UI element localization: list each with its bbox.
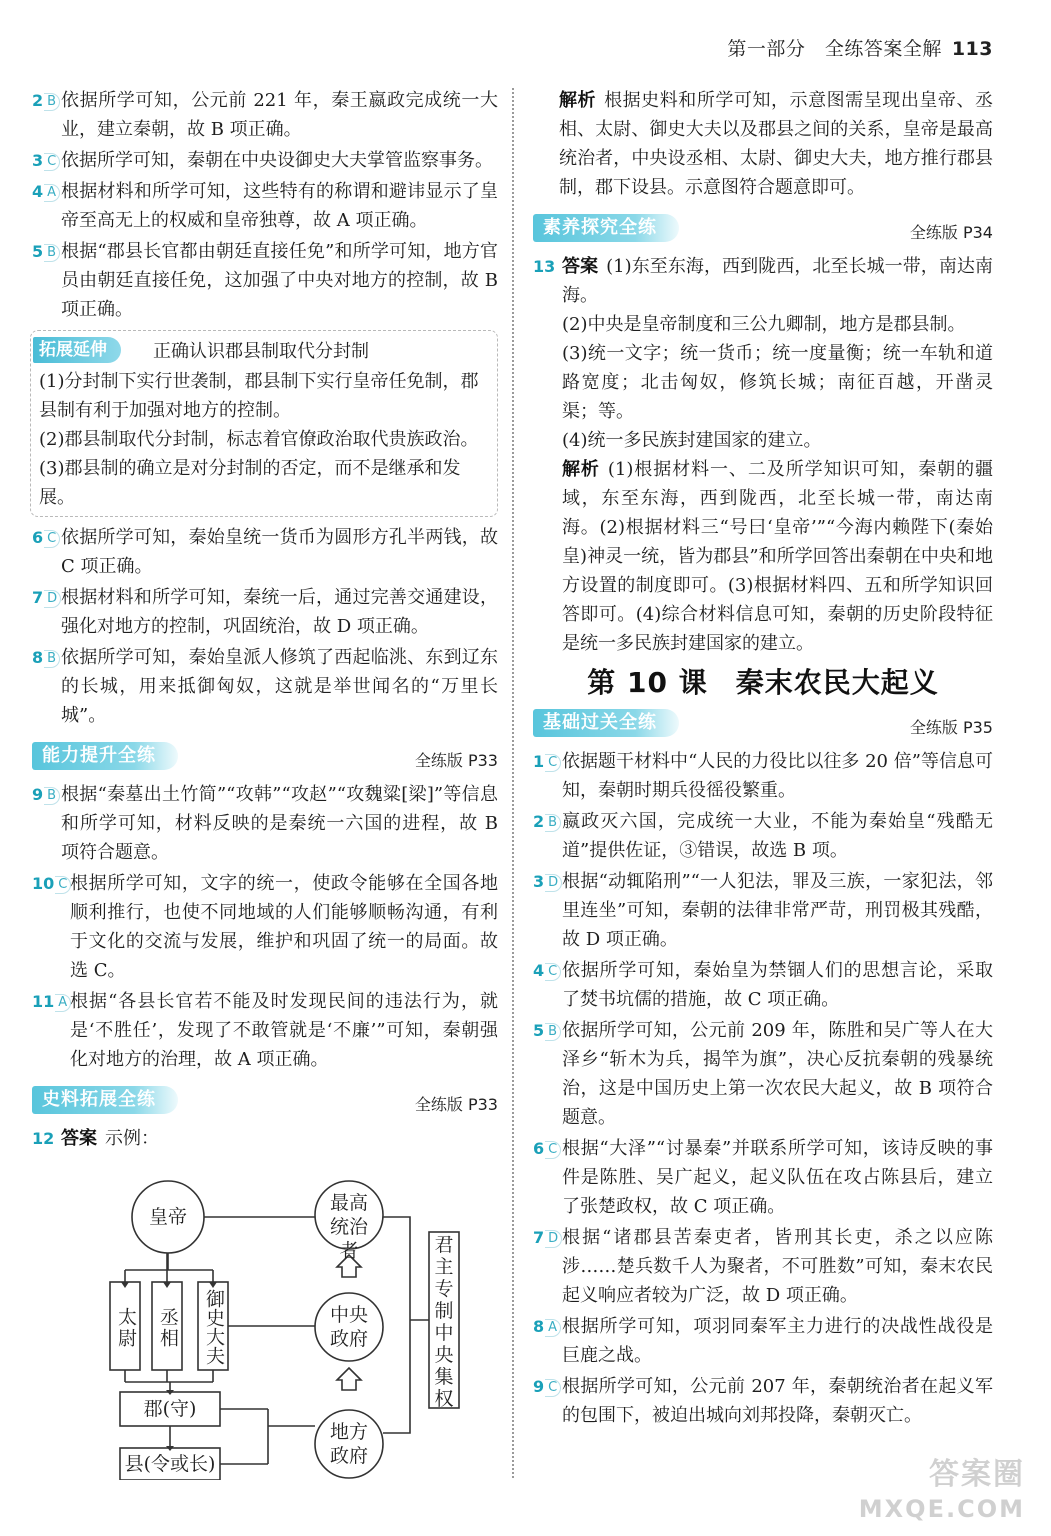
extension-title: 正确认识郡县制取代分封制 xyxy=(153,341,369,362)
answer-text: 根据“各县长官若不能及时发现民间的违法行为，就是‘不胜任’，发现了不敢管就是‘不廉’”可知，秦朝强化对地方的治理，故 A 项正确。 xyxy=(70,991,498,1070)
answer-choice-badge: B xyxy=(545,1023,561,1041)
diagram-taiwei: 太尉 xyxy=(115,1307,137,1349)
question-number xyxy=(32,643,60,672)
answer-text: 依据题干材料中“人民的力役比以往多 20 倍”等信息可知，秦朝时期兵役徭役繁重。 xyxy=(562,751,993,801)
watermark-logo: 答案圈 xyxy=(929,1457,1025,1492)
answer-text: 依据所学可知，秦始皇派人修筑了西起临洮、东到辽东的长城，用来抵御匈奴，这就是举世闻名的“万里长城”。 xyxy=(61,647,498,726)
watermark-url: MXQE.COM xyxy=(858,1495,1025,1523)
answer-choice-badge: D xyxy=(545,1230,562,1248)
watermark xyxy=(859,1458,1025,1526)
analysis-text: (1)根据材料一、二及所学知识可知，秦朝的疆域，东至东海，西到陇西，北至长城一带，南达南海。(2)根据材料三“号曰‘皇帝’”“今海内赖陛下(秦始皇)神灵一统，皆为郡县”和所学回答出秦朝在中央和地方设置的制度即可。(3)根据材料四、五和所学知识回答即可。(4)综合材料信息可知，秦朝的历史阶段特征是统一多民族封建国家的建立。 xyxy=(562,459,993,654)
answer-list xyxy=(32,86,498,324)
question-number xyxy=(32,869,71,898)
answer-item xyxy=(32,523,498,581)
answer-item xyxy=(533,747,993,805)
question-index: 1 xyxy=(533,752,545,771)
answer-choice-badge: C xyxy=(545,1141,561,1159)
answer-item xyxy=(32,583,498,641)
question-number xyxy=(533,956,561,985)
question-index: 4 xyxy=(533,961,545,980)
question-number xyxy=(32,987,71,1016)
diagram-chengxiang: 丞相 xyxy=(157,1307,179,1349)
answer-item xyxy=(32,146,498,175)
lesson-name: 秦末农民大起义 xyxy=(735,666,939,699)
question-index: 8 xyxy=(533,1317,545,1336)
extension-tag: 拓展延伸 xyxy=(33,337,121,363)
answer-text: 根据“诸郡县苦秦吏者，皆刑其长吏，杀之以应陈涉……楚兵数千人为聚者，不可胜数”可知，秦末农民起义响应者较为广泛，故 D 项正确。 xyxy=(562,1227,993,1306)
question-index: 6 xyxy=(32,528,44,547)
right-column xyxy=(533,86,993,1432)
diagram-centralized-monarchy: 君主专制中央集权 xyxy=(434,1234,454,1410)
analysis-label: 解析 xyxy=(562,459,600,480)
answer-choice-badge: C xyxy=(44,153,60,171)
extension-line: (2)郡县制取代分封制，标志着官僚政治取代贵族政治。 xyxy=(39,429,479,450)
answer-line: (4)统一多民族封建国家的建立。 xyxy=(562,430,822,451)
answer-item xyxy=(32,86,498,144)
section-ref: 全练版 P35 xyxy=(909,718,993,737)
section-badge: 基础过关全练 xyxy=(533,709,679,737)
question-number xyxy=(32,780,60,809)
section-badge: 史料拓展全练 xyxy=(32,1086,178,1114)
answer-item xyxy=(533,956,993,1014)
answer-item xyxy=(32,987,498,1074)
diagram-emperor: 皇帝 xyxy=(148,1206,187,1228)
answer-item xyxy=(533,1372,993,1430)
answer-choice-badge: D xyxy=(545,874,562,892)
answer-choice-badge: C xyxy=(545,1379,561,1397)
answer-choice-badge: B xyxy=(44,244,60,262)
answer-text: 根据所学可知，公元前 207 年，秦朝统治者在起义军的包围下，被迫出城向刘邦投降，秦朝灭亡。 xyxy=(562,1376,993,1426)
answer-item xyxy=(32,780,498,867)
answer-list xyxy=(32,523,498,730)
question-number xyxy=(533,1223,562,1252)
answer-choice-badge: B xyxy=(44,787,60,805)
header-title: 第一部分 全练答案全解 xyxy=(727,38,942,60)
answer-item xyxy=(533,807,993,865)
answer-text: 根据“秦墓出土竹简”“攻韩”“攻赵”“攻魏粱[梁]”等信息和所学可知，材料反映的是秦统一六国的进程，故 B 项符合题意。 xyxy=(61,784,498,863)
answer-text: 根据材料和所学可知，这些特有的称谓和避讳显示了皇帝至高无上的权威和皇帝独尊，故 A 项正确。 xyxy=(61,181,498,231)
answer-choice-badge: A xyxy=(44,184,60,202)
question-13 xyxy=(533,252,993,658)
answer-text: 依据所学可知，秦始皇统一货币为圆形方孔半两钱，故 C 项正确。 xyxy=(61,527,498,577)
answer-text: 根据“动辄陷刑”“一人犯法，罪及三族，一家犯法，邻里连坐”可知，秦朝的法律非常严苛，刑罚极其残酷，故 D 项正确。 xyxy=(562,871,993,950)
answer-item xyxy=(533,1016,993,1132)
question-index: 2 xyxy=(533,812,545,831)
page-header xyxy=(727,34,993,61)
section-ref: 全练版 P33 xyxy=(414,1095,498,1114)
answer-text: 依据所学可知，公元前 221 年，秦王嬴政完成统一大业，建立秦朝，故 B 项正确。 xyxy=(61,90,498,140)
question-index: 4 xyxy=(32,182,44,201)
question-number xyxy=(32,237,60,266)
diagram-local-government: 地方政府 xyxy=(329,1421,368,1467)
question-index: 11 xyxy=(32,992,55,1011)
diagram-yushi: 御史大夫 xyxy=(203,1289,225,1365)
answer-text: 根据材料和所学可知，秦统一后，通过完善交通建设，强化对地方的控制，巩固统治，故 D 项正确。 xyxy=(61,587,498,637)
lesson-number: 第 10 课 xyxy=(587,666,708,699)
diagram-supreme-ruler: 最高统治者 xyxy=(329,1192,368,1262)
section-sources xyxy=(32,1084,498,1118)
question-number xyxy=(533,867,562,896)
answer-item xyxy=(533,1312,993,1370)
answer-item xyxy=(533,1223,993,1310)
answer-label: 答案 xyxy=(562,256,599,277)
question-index: 7 xyxy=(533,1228,545,1247)
answer-line: (2)中央是皇帝制度和三公九卿制，地方是郡县制。 xyxy=(562,314,966,335)
question-index: 10 xyxy=(32,874,55,893)
diagram-central-government: 中央政府 xyxy=(329,1304,368,1350)
question-number xyxy=(533,1312,561,1341)
section-basic xyxy=(533,707,993,741)
section-badge: 素养探究全练 xyxy=(533,214,679,242)
answer-choice-badge: C xyxy=(545,963,561,981)
answer-choice-badge: A xyxy=(55,994,71,1012)
answer-item xyxy=(533,1134,993,1221)
page-number: 113 xyxy=(951,38,993,60)
question-number xyxy=(533,1134,561,1163)
question-number xyxy=(32,146,60,175)
section-ability xyxy=(32,740,498,774)
extension-line: (3)郡县制的确立是对分封制的否定，而不是继承和发展。 xyxy=(39,458,461,508)
question-index: 9 xyxy=(32,785,44,804)
diagram-xian: 县(令或长) xyxy=(124,1453,216,1475)
qin-government-diagram xyxy=(32,1180,502,1480)
question-index: 5 xyxy=(32,242,44,261)
question-number xyxy=(32,177,60,206)
answer-choice-badge: A xyxy=(545,1319,561,1337)
analysis-text: 根据史料和所学可知，示意图需呈现出皇帝、丞相、太尉、御史大夫以及郡县之间的关系，皇帝是最高统治者，中央设丞相、太尉、御史大夫，地方推行郡县制，郡下设县。示意图符合题意即可。 xyxy=(559,90,994,198)
answer-item xyxy=(533,867,993,954)
answer-item xyxy=(32,177,498,235)
question-number: 13 xyxy=(533,257,556,276)
extension-line: (1)分封制下实行世袭制，郡县制下实行皇帝任免制，郡县制有利于加强对地方的控制。 xyxy=(39,371,479,421)
question-number xyxy=(32,523,60,552)
answer-choice-badge: C xyxy=(545,754,561,772)
answer-text: 根据所学可知，项羽同秦军主力进行的决战性战役是巨鹿之战。 xyxy=(562,1316,993,1366)
column-divider xyxy=(512,88,514,1478)
question-index: 7 xyxy=(32,588,44,607)
answer-text: 根据“大泽”“讨暴秦”并联系所学可知，该诗反映的事件是陈胜、吴广起义，起义队伍在攻占陈县后，建立了张楚政权，故 C 项正确。 xyxy=(562,1138,993,1217)
answer-item xyxy=(32,869,498,985)
answer-choice-badge: C xyxy=(55,876,71,894)
answer-choice-badge: C xyxy=(44,530,60,548)
answer-text: 根据“郡县长官都由朝廷直接任免”和所学可知，地方官员由朝廷直接任免，这加强了中央对地方的控制，故 B 项正确。 xyxy=(61,241,498,320)
question-index: 2 xyxy=(32,91,44,110)
answer-text: 嬴政灭六国，完成统一大业，不能为秦始皇“残酷无道”提供佐证，③错误，故选 B 项。 xyxy=(562,811,993,861)
answer-text: 依据所学可知，秦朝在中央设御史大夫掌管监察事务。 xyxy=(61,150,493,171)
left-column xyxy=(32,86,498,1155)
question-number xyxy=(533,807,561,836)
section-ref: 全练版 P33 xyxy=(414,751,498,770)
answer-item xyxy=(32,643,498,730)
answer-item xyxy=(32,237,498,324)
answer-list xyxy=(32,780,498,1074)
question-index: 9 xyxy=(533,1377,545,1396)
answer-label: 答案 xyxy=(61,1128,97,1149)
answer-choice-badge: D xyxy=(44,590,61,608)
answer-text: 依据所学可知，秦始皇为禁锢人们的思想言论，采取了焚书坑儒的措施，故 C 项正确。 xyxy=(562,960,993,1010)
answer-choice-badge: B xyxy=(545,814,561,832)
question-number xyxy=(533,747,561,776)
section-literacy xyxy=(533,212,993,246)
diagram-jun: 郡(守) xyxy=(143,1398,197,1420)
question-number xyxy=(32,86,60,115)
question-index: 5 xyxy=(533,1021,545,1040)
lesson-title xyxy=(533,668,993,697)
question-index: 3 xyxy=(32,151,44,170)
question-number xyxy=(533,1016,561,1045)
question-number xyxy=(32,583,61,612)
section-badge: 能力提升全练 xyxy=(32,742,178,770)
answer-line: (3)统一文字；统一货币；统一度量衡；统一车轨和道路宽度；北击匈奴，修筑长城；南征百越，开凿灵渠；等。 xyxy=(562,343,993,422)
answer-choice-badge: B xyxy=(44,93,60,111)
answer-text: 根据所学可知，文字的统一，使政令能够在全国各地顺利推行，也使不同地域的人们能够顺畅沟通，有利于文化的交流与发展，维护和巩固了统一的局面。故选 C。 xyxy=(70,873,498,981)
answer-list xyxy=(533,747,993,1430)
analysis-label: 解析 xyxy=(559,90,597,111)
question-number: 12 xyxy=(32,1129,55,1148)
question-index: 8 xyxy=(32,648,44,667)
answer-text: 示例： xyxy=(105,1128,159,1149)
answer-choice-badge: B xyxy=(44,650,60,668)
question-index: 6 xyxy=(533,1139,545,1158)
analysis-12 xyxy=(533,86,993,202)
question-number xyxy=(533,1372,561,1401)
question-12 xyxy=(32,1124,498,1153)
answer-text: 依据所学可知，公元前 209 年，陈胜和吴广等人在大泽乡“斩木为兵，揭竿为旗”，决心反抗秦朝的残暴统治，这是中国历史上第一次农民大起义，故 B 项符合题意。 xyxy=(562,1020,993,1128)
section-ref: 全练版 P34 xyxy=(909,223,993,242)
question-index: 3 xyxy=(533,872,545,891)
answer-line: (1)东至东海，西到陇西，北至长城一带，南达南海。 xyxy=(562,256,993,306)
extension-box xyxy=(30,330,498,517)
